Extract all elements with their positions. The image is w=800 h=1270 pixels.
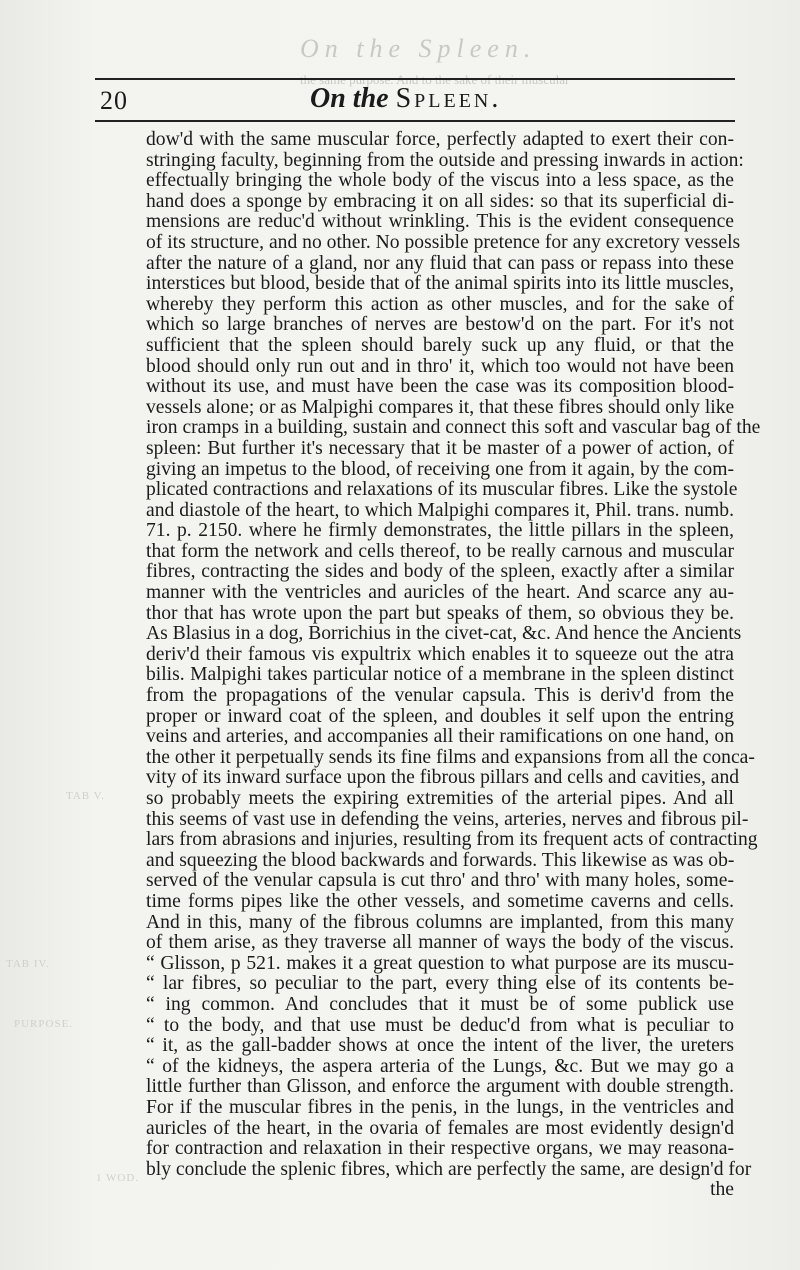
text-line: blood should only run out and in thro' it, which too would not have been	[146, 355, 734, 377]
bleed-through-heading: On the Spleen.	[300, 34, 537, 63]
bleed-through-margin-note: TAB V.	[66, 790, 105, 802]
text-line: “ lar fibres, so peculiar to the part, every thing else of its contents be-	[146, 973, 734, 995]
text-line: proper or inward coat of the spleen, and doubles it self upon the entring	[146, 705, 734, 727]
text-line: “ it, as the gall-badder shows at once the intent of the liver, the ureters	[146, 1035, 734, 1057]
text-line: thor that has wrote upon the part but speaks of them, so obvious they be.	[146, 602, 734, 624]
text-line: without its use, and must have been the case was its composition blood-	[146, 376, 734, 398]
text-line: auricles of the heart, in the ovaria of females are most evidently design'd	[146, 1117, 734, 1139]
bleed-through-margin-note: 1 WOD.	[96, 1172, 140, 1184]
text-line: little further than Glisson, and enforce the argument with double strength.	[146, 1076, 734, 1098]
text-line: spleen: But further it's necessary that it be master of a power of action, of	[146, 437, 734, 459]
text-line: lars from abrasions and injuries, resulting from its frequent acts of contracting	[146, 829, 758, 851]
text-line: As Blasius in a dog, Borrichius in the civet-cat, &c. And hence the Ancients	[146, 623, 742, 645]
text-line: bilis. Malpighi takes particular notice of a membrane in the spleen distinct	[146, 664, 734, 686]
text-line: iron cramps in a building, sustain and connect this soft and vascular bag of the	[146, 417, 761, 439]
page-number: 20	[100, 86, 128, 115]
text-line: time forms pipes like the other vessels, and sometime caverns and cells.	[146, 890, 734, 912]
header-rule-bottom	[95, 120, 735, 122]
text-line: “ Glisson, p 521. makes it a great question to what purpose are its muscu-	[146, 952, 734, 974]
text-line: plicated contractions and relaxations of its muscular fibres. Like the systole	[146, 479, 738, 501]
text-line: of its structure, and no other. No possible pretence for any excretory vessels	[146, 231, 741, 253]
text-line: manner with the ventricles and auricles of the heart. And scarce any au-	[146, 582, 734, 604]
text-line: this seems of vast use in defending the veins, arteries, nerves and fibrous pil-	[146, 808, 749, 830]
text-line: which so large branches of nerves are bestow'd on the part. For it's not	[146, 314, 734, 336]
text-line: deriv'd their famous vis expultrix which enables it to squeeze out the atra	[146, 643, 734, 665]
text-line: whereby they perform this action as other muscles, and for the sake of	[146, 293, 734, 315]
text-line: the other it perpetually sends its fine films and expansions from all the conca-	[146, 746, 755, 768]
text-line: effectually bringing the whole body of the viscus into a less space, as the	[146, 170, 734, 192]
text-line: “ ing common. And concludes that it must be of some publick use	[146, 993, 734, 1015]
text-line: that form the network and cells thereof, to be really carnous and muscular	[146, 540, 734, 562]
text-line: hand does a sponge by embracing it on all sides: so that its superficial di-	[146, 190, 734, 212]
running-title	[310, 83, 501, 115]
text-line: after the nature of a gland, nor any fluid that can pass or repass into these	[146, 252, 734, 274]
text-line: fibres, contracting the sides and body of the spleen, exactly after a similar	[146, 561, 734, 583]
text-line: veins and arteries, and accompanies all their ramifications on one hand, on	[146, 726, 734, 748]
text-line: of them arise, as they traverse all manner of ways the body of the viscus.	[146, 932, 734, 954]
text-line: interstices but blood, beside that of the animal spirits into its little muscles,	[146, 273, 734, 295]
text-line: vessels alone; or as Malpighi compares it, that these fibres should only like	[146, 396, 735, 418]
text-line: and diastole of the heart, to which Malpighi compares it, Phil. trans. numb.	[146, 499, 734, 521]
text-line: And in this, many of the fibrous columns are implanted, from this many	[146, 911, 734, 933]
page-header	[95, 82, 735, 118]
text-line: and squeezing the blood backwards and forwards. This likewise as was ob-	[146, 849, 735, 871]
bleed-through-margin-note: TAB IV.	[6, 958, 50, 970]
text-line: 71. p. 2150. where he firmly demonstrates, the little pillars in the spleen,	[146, 520, 734, 542]
text-line: for contraction and relaxation in their respective organs, we may reasona-	[146, 1138, 734, 1160]
running-title-italic: On the	[310, 83, 389, 114]
text-line: vity of its inward surface upon the fibrous pillars and cells and cavities, and	[146, 767, 740, 789]
text-line: giving an impetus to the blood, of receiving one from it again, by the com-	[146, 458, 734, 480]
text-line: bly conclude the splenic fibres, which are perfectly the same, are design'd for	[146, 1158, 752, 1180]
text-line: the	[710, 1179, 734, 1201]
body-text	[146, 129, 761, 1201]
text-line: sufficient that the spleen should barely suck up any fluid, or that the	[146, 334, 734, 356]
bleed-through-margin-note: PURPOSE.	[14, 1018, 74, 1030]
bleed-through-line: the same purpose. And to the sake of their muscular	[300, 72, 570, 87]
text-line: mensions are reduc'd without wrinkling. This is the evident consequence	[146, 211, 734, 233]
text-line: so probably meets the expiring extremities of the arterial pipes. And all	[146, 788, 734, 809]
text-line: stringing faculty, beginning from the outside and pressing inwards in action:	[146, 149, 744, 171]
text-line: dow'd with the same muscular force, perfectly adapted to exert their con-	[146, 129, 734, 150]
text-line: “ to the body, and that use must be deduc'd from what is peculiar to	[146, 1014, 734, 1036]
running-title-small-caps: Spleen.	[395, 83, 502, 114]
text-line: from the propagations of the venular capsula. This is deriv'd from the	[146, 685, 734, 707]
text-line: For if the muscular fibres in the penis, in the lungs, in the ventricles and	[146, 1096, 734, 1118]
header-rule-top	[95, 78, 735, 80]
text-line: served of the venular capsula is cut thro' and thro' with many holes, some-	[146, 870, 734, 892]
text-line: “ of the kidneys, the aspera arteria of the Lungs, &c. But we may go a	[146, 1055, 734, 1077]
